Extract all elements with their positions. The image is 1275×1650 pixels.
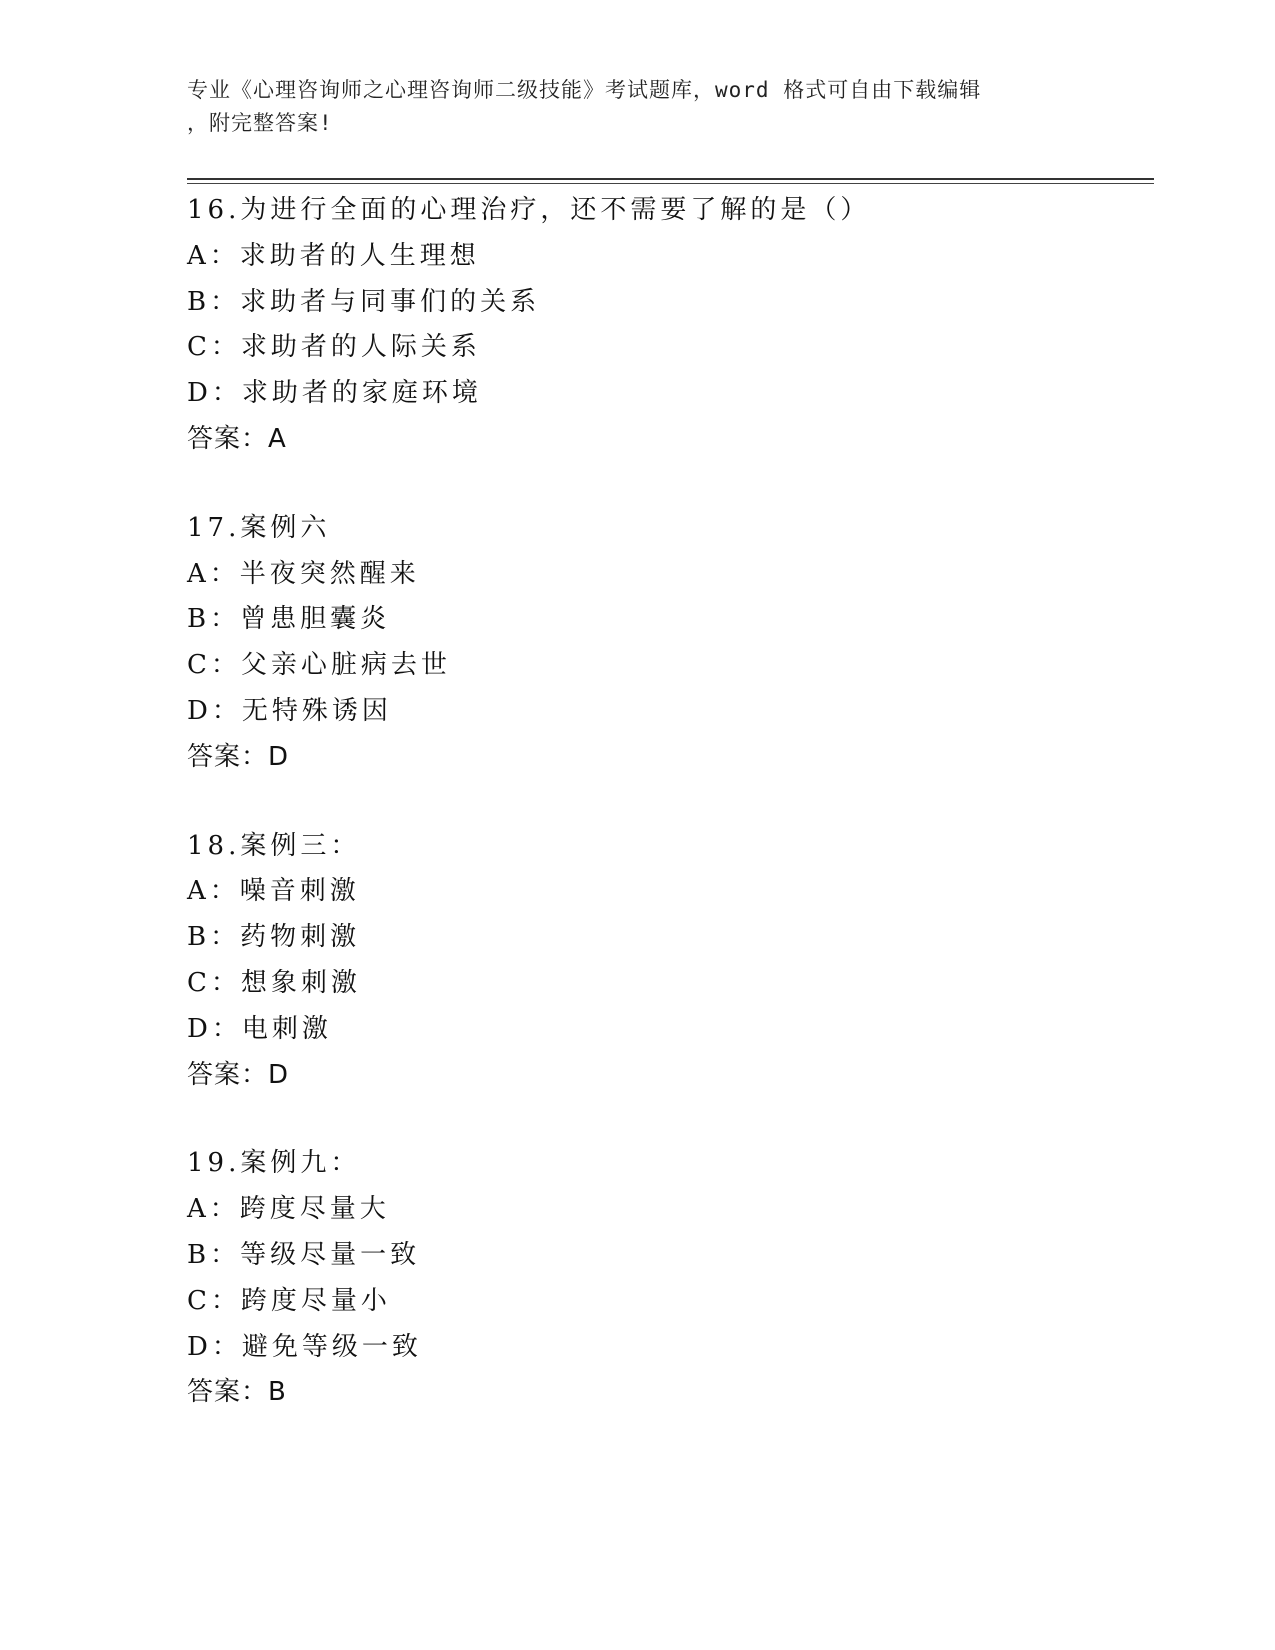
question-17 xyxy=(187,506,1154,781)
option-c: C：求助者的人际关系 xyxy=(187,332,481,363)
option-b: B：曾患胆囊炎 xyxy=(187,604,391,635)
option-a: A：求助者的人生理想 xyxy=(187,240,480,271)
question-stem: 19.案例九： xyxy=(187,1148,361,1179)
option-c: C：跨度尽量小 xyxy=(187,1285,391,1316)
option-d: D：无特殊诱因 xyxy=(187,695,392,726)
option-d: D：求助者的家庭环境 xyxy=(187,378,482,409)
header-divider-thin xyxy=(187,183,1154,184)
option-b: B：求助者与同事们的关系 xyxy=(187,286,541,317)
question-stem: 18.案例三： xyxy=(187,830,361,861)
option-d: D：电刺激 xyxy=(187,1013,332,1044)
header-line-2: ，附完整答案! xyxy=(187,111,333,135)
answer-line: 答案：A xyxy=(187,423,287,454)
document-header xyxy=(187,74,1087,140)
answer-line: 答案：D xyxy=(187,1059,290,1090)
question-18 xyxy=(187,824,1154,1099)
question-stem: 17.案例六 xyxy=(187,512,331,543)
question-list xyxy=(187,188,1154,1459)
answer-line: 答案：D xyxy=(187,741,290,772)
question-19 xyxy=(187,1141,1154,1416)
option-b: B：等级尽量一致 xyxy=(187,1239,421,1270)
option-a: A：半夜突然醒来 xyxy=(187,558,420,589)
question-stem: 16.为进行全面的心理治疗，还不需要了解的是（） xyxy=(187,195,871,225)
option-a: A：跨度尽量大 xyxy=(187,1194,390,1225)
answer-line: 答案：B xyxy=(187,1377,287,1408)
option-c: C：想象刺激 xyxy=(187,967,361,998)
header-divider-thick xyxy=(187,178,1154,180)
question-16 xyxy=(187,188,1154,463)
option-d: D：避免等级一致 xyxy=(187,1331,422,1362)
header-line-1: 专业《心理咨询师之心理咨询师二级技能》考试题库，word 格式可自由下载编辑 xyxy=(187,78,982,102)
option-a: A：噪音刺激 xyxy=(187,876,360,907)
option-c: C：父亲心脏病去世 xyxy=(187,650,451,681)
option-b: B：药物刺激 xyxy=(187,922,361,953)
